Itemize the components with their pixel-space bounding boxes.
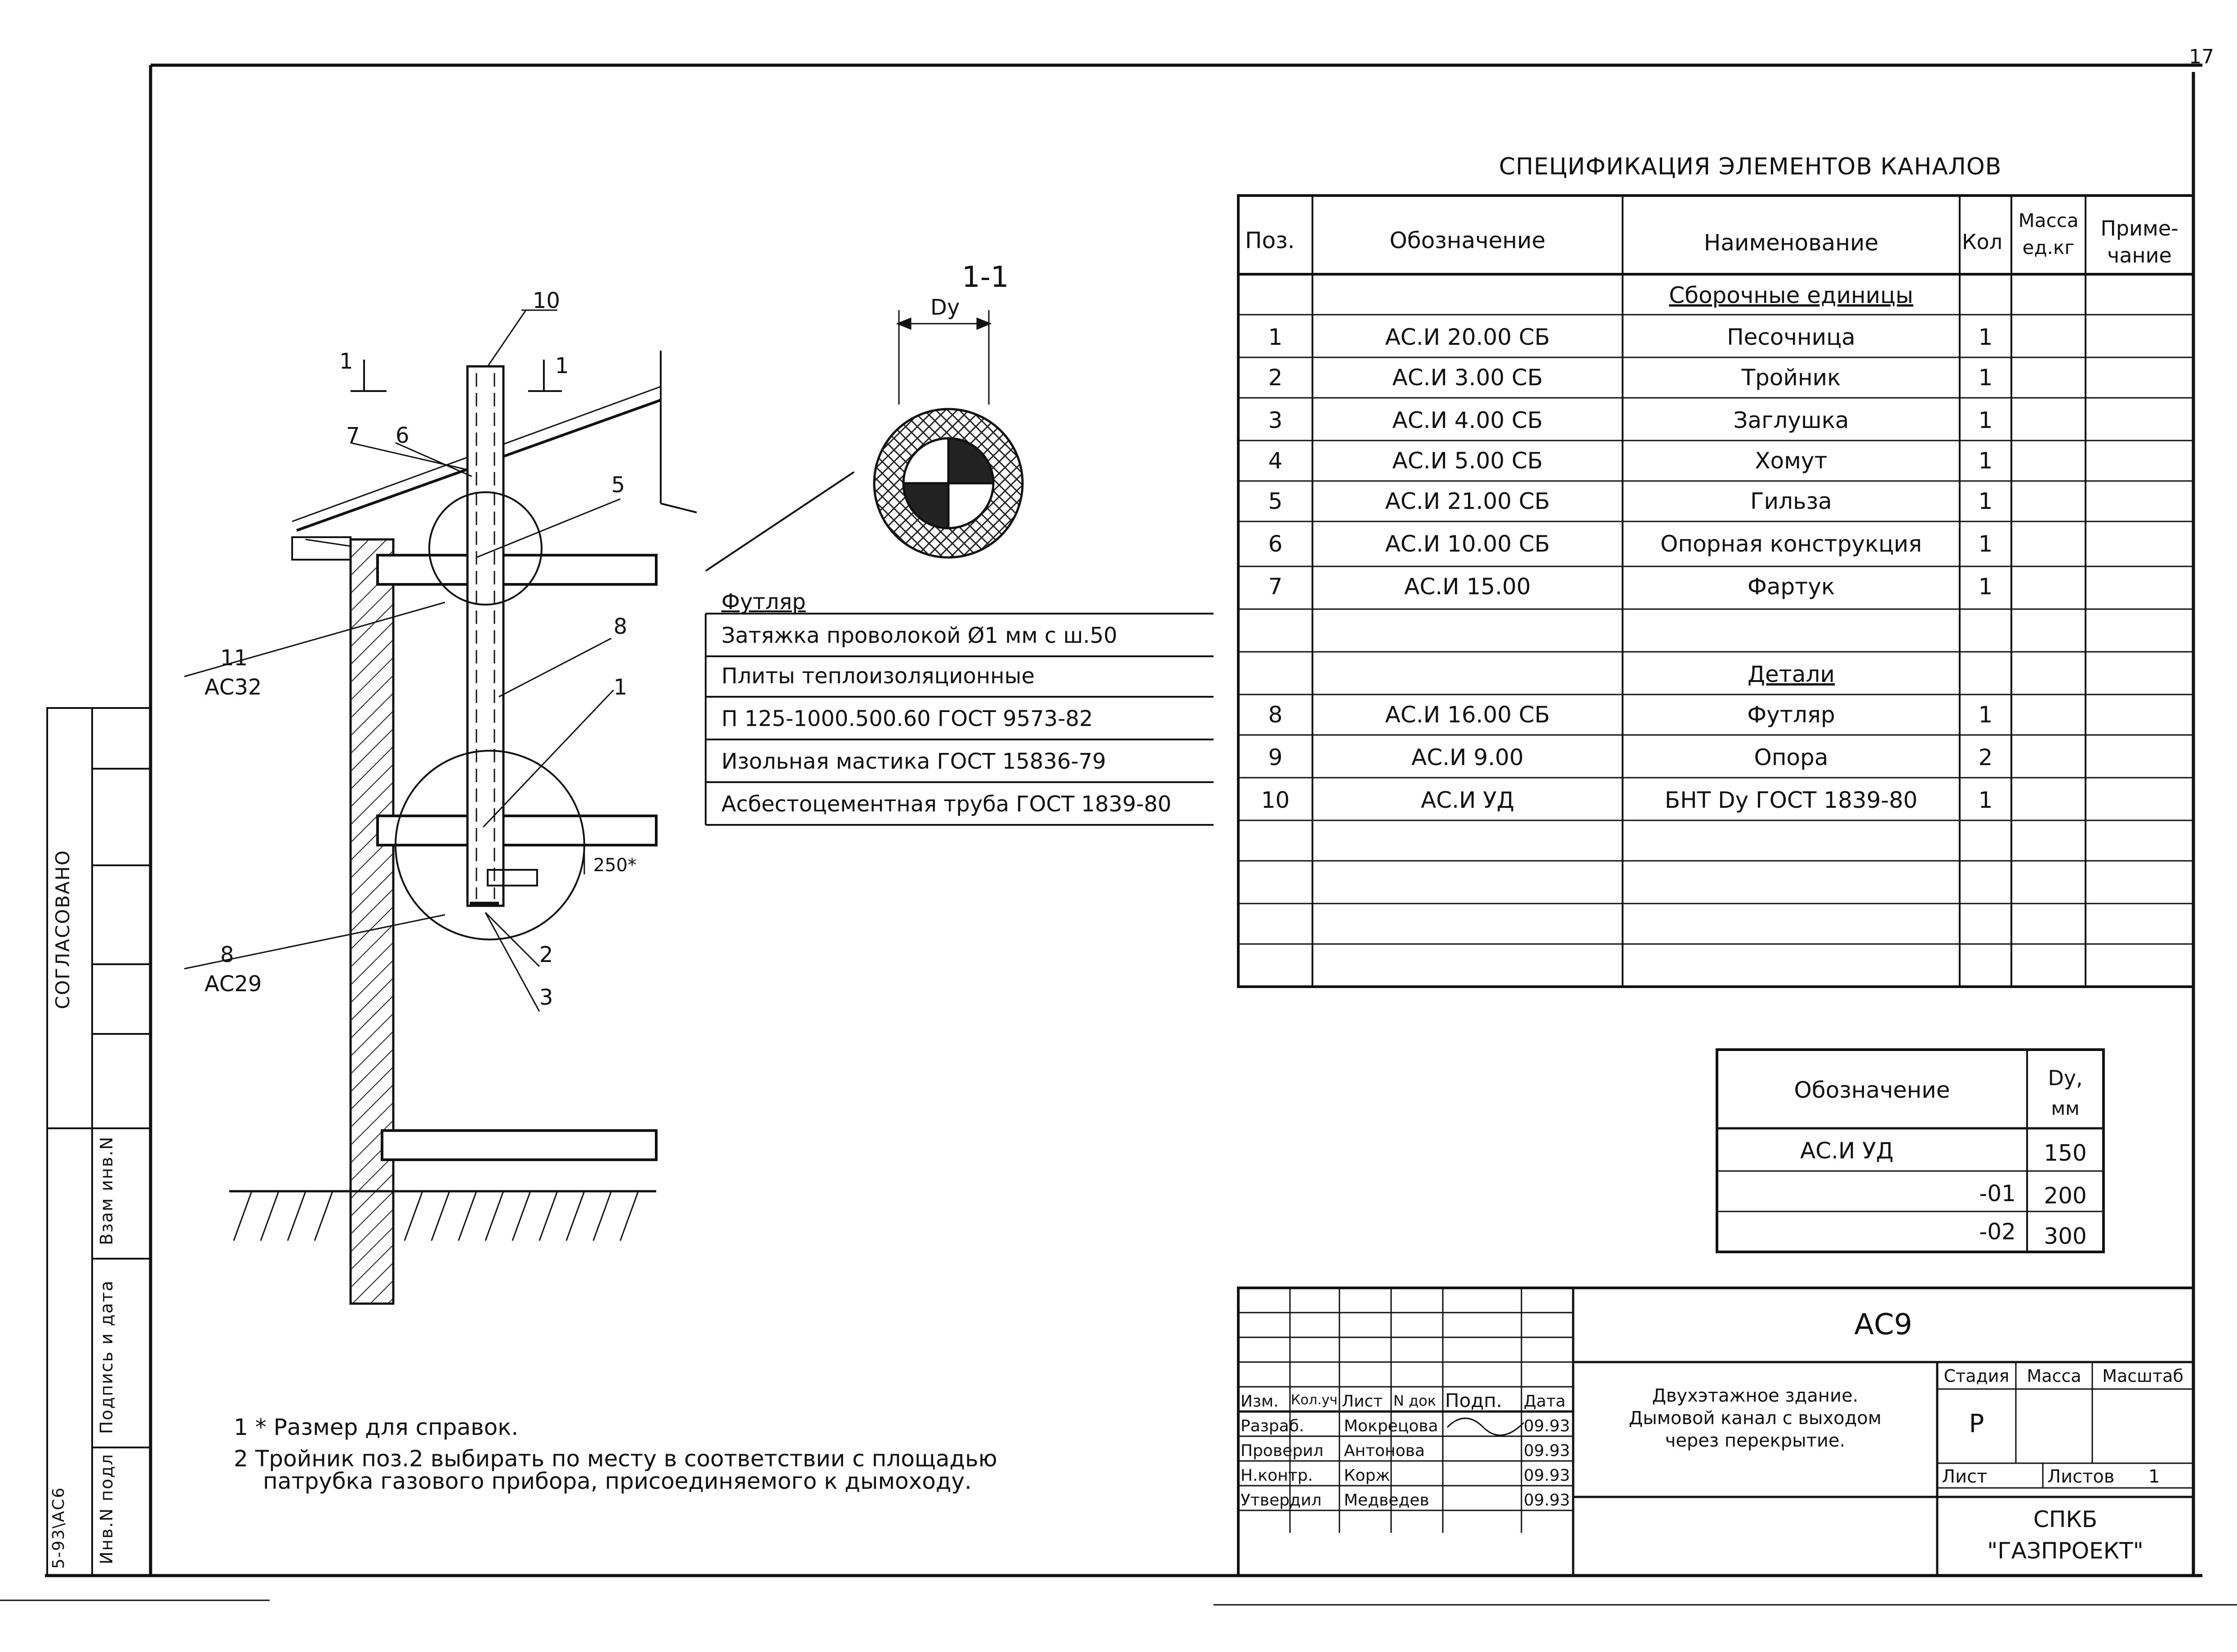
tb-col-sign: Подп. xyxy=(1445,1389,1503,1412)
spec-header-designation: Обозначение xyxy=(1389,227,1546,254)
callout-6: 6 xyxy=(396,423,409,448)
spec-row-name: Песочница xyxy=(1727,324,1855,350)
title-line-3: через перекрытие. xyxy=(1665,1430,1846,1451)
spec-row-pos: 1 xyxy=(1268,324,1283,350)
spec-row-designation: АС.И 10.00 СБ xyxy=(1385,531,1550,557)
section-label: 1-1 xyxy=(962,261,1009,294)
callout-7: 7 xyxy=(346,423,360,448)
callout-ref-8-sheet: АС29 xyxy=(205,971,262,997)
spec-row-qty: 1 xyxy=(1978,448,1993,474)
spec-row-pos: 6 xyxy=(1268,531,1283,557)
spec-row-pos: 3 xyxy=(1268,407,1283,433)
dy-row-2-value: 200 xyxy=(2044,1183,2087,1209)
dimension-250: 250* xyxy=(593,855,637,876)
spec-row-qty: 1 xyxy=(1978,702,1993,728)
spec-section-assembly: Сборочные единицы xyxy=(1669,282,1913,308)
note-1: 1 * Размер для справок. xyxy=(234,1414,519,1440)
spec-row-qty: 1 xyxy=(1978,324,1993,350)
dy-header-dy: Dy, xyxy=(2048,1066,2083,1090)
dy-header-unit: мм xyxy=(2051,1097,2080,1119)
dy-row-3-designation: -02 xyxy=(1979,1219,2016,1245)
spec-title: СПЕЦИФИКАЦИЯ ЭЛЕМЕНТОВ КАНАЛОВ xyxy=(1499,153,2002,180)
note-2-continued: патрубка газового прибора, присоединяемого к дымоходу. xyxy=(263,1468,972,1494)
callout-2: 2 xyxy=(539,942,553,967)
tb-col-sheet: Лист xyxy=(1342,1392,1383,1411)
title-line-2: Дымовой канал с выходом xyxy=(1628,1408,1882,1429)
tb-scale-label: Масштаб xyxy=(2102,1366,2184,1386)
dy-row-2-designation: -01 xyxy=(1979,1180,2016,1207)
spec-row-name: Хомут xyxy=(1755,448,1828,474)
section-1-1 xyxy=(874,310,1023,557)
note-2: 2 Тройник поз.2 выбирать по месту в соответствии с площадью xyxy=(234,1446,997,1472)
spec-row-qty: 2 xyxy=(1978,744,1993,770)
tb-col-docno: N док xyxy=(1393,1392,1436,1409)
spec-header-pos: Поз. xyxy=(1245,227,1295,254)
dy-row-1-designation: АС.И УД xyxy=(1800,1138,1894,1164)
spec-header-note-2: чание xyxy=(2107,243,2172,267)
tb-date-checker: 09.93 xyxy=(1524,1442,1570,1460)
spec-row-designation: АС.И 21.00 СБ xyxy=(1385,488,1550,514)
spec-row-name: Фартук xyxy=(1747,574,1835,600)
title-doc-number: АС9 xyxy=(1854,1308,1912,1341)
tb-role-developer: Разраб. xyxy=(1241,1417,1304,1435)
dy-header-designation: Обозначение xyxy=(1794,1077,1950,1103)
margin-doc-code: 5-93\АС6 xyxy=(49,1487,68,1569)
spec-row-designation: АС.И 15.00 xyxy=(1404,574,1531,600)
spec-row-pos: 8 xyxy=(1268,702,1283,728)
spec-header-qty: Кол xyxy=(1962,230,2003,254)
tb-role-approver: Утвердил xyxy=(1241,1491,1322,1510)
margin-agreed: СОГЛАСОВАНО xyxy=(52,850,74,1009)
spec-row-pos: 4 xyxy=(1268,448,1283,474)
spec-row-designation: АС.И УД xyxy=(1421,787,1514,813)
tb-org-line-2: "ГАЗПРОЕКТ" xyxy=(1987,1538,2144,1564)
margin-inv-replace: Взам инв.N xyxy=(97,1136,116,1245)
legend-line-1: Затяжка проволокой Ø1 мм с ш.50 xyxy=(721,623,1117,648)
spec-row-qty: 1 xyxy=(1978,531,1993,557)
spec-row-designation: АС.И 5.00 СБ xyxy=(1392,448,1543,474)
spec-row-designation: АС.И 9.00 xyxy=(1411,744,1524,770)
callout-ref-11-sheet: АС32 xyxy=(205,675,262,700)
tb-col-date: Дата xyxy=(1524,1392,1566,1411)
spec-header-name: Наименование xyxy=(1703,230,1879,256)
tb-sheets-label: Листов xyxy=(2047,1466,2115,1487)
spec-row-qty: 1 xyxy=(1978,365,1993,391)
spec-row-name: Тройник xyxy=(1741,365,1841,391)
tb-org-line-1: СПКБ xyxy=(2033,1506,2098,1532)
spec-row-designation: АС.И 3.00 СБ xyxy=(1392,365,1543,391)
tb-date-norm-control: 09.93 xyxy=(1524,1466,1570,1485)
tb-stage-value: Р xyxy=(1969,1409,1984,1438)
tb-role-norm-control: Н.контр. xyxy=(1241,1466,1313,1485)
legend-line-3: П 125-1000.500.60 ГОСТ 9573-82 xyxy=(721,706,1093,731)
tb-stage-label: Стадия xyxy=(1943,1366,2010,1386)
spec-row-designation: АС.И 16.00 СБ xyxy=(1385,702,1550,728)
tb-name-norm-control: Корж xyxy=(1344,1466,1390,1485)
callout-ref-8: 8 xyxy=(220,942,234,967)
tb-sheet-label: Лист xyxy=(1942,1466,1988,1487)
callout-section-1a: 1 xyxy=(339,349,353,374)
building-section xyxy=(184,310,697,1304)
legend-title: Футляр xyxy=(721,589,806,614)
callout-5: 5 xyxy=(611,472,625,498)
spec-header-mass-unit: ед.кг xyxy=(2022,236,2075,258)
callout-1: 1 xyxy=(614,675,627,700)
spec-row-qty: 1 xyxy=(1978,488,1993,514)
callout-8: 8 xyxy=(614,614,627,639)
spec-section-details: Детали xyxy=(1747,661,1835,687)
callout-section-1b: 1 xyxy=(555,353,569,378)
spec-row-pos: 7 xyxy=(1268,574,1283,600)
tb-date-developer: 09.93 xyxy=(1524,1417,1570,1435)
dy-row-3-value: 300 xyxy=(2044,1223,2087,1249)
margin-sign-date: Подпись и дата xyxy=(97,1280,116,1434)
legend-line-4: Изольная мастика ГОСТ 15836-79 xyxy=(721,749,1106,774)
spec-row-name: Футляр xyxy=(1747,702,1835,728)
spec-row-pos: 5 xyxy=(1268,488,1283,514)
spec-row-pos: 9 xyxy=(1268,744,1283,770)
tb-name-approver: Медведев xyxy=(1344,1491,1429,1510)
spec-row-name: Опора xyxy=(1754,744,1828,770)
tb-col-change: Изм. xyxy=(1241,1392,1279,1411)
title-line-1: Двухэтажное здание. xyxy=(1652,1385,1859,1406)
spec-row-name: Опорная конструкция xyxy=(1660,531,1922,557)
spec-row-name: БНТ Dy ГОСТ 1839-80 xyxy=(1664,787,1918,813)
spec-row-pos: 2 xyxy=(1268,365,1283,391)
tb-name-checker: Антонова xyxy=(1344,1442,1425,1460)
dy-row-1-value: 150 xyxy=(2044,1140,2087,1166)
spec-row-name: Гильза xyxy=(1750,488,1832,514)
legend-line-5: Асбестоцементная труба ГОСТ 1839-80 xyxy=(721,792,1172,817)
spec-row-qty: 1 xyxy=(1978,787,1993,813)
callout-ref-11: 11 xyxy=(220,646,248,671)
tb-date-approver: 09.93 xyxy=(1524,1491,1570,1510)
page-corner-number: 17 xyxy=(2189,45,2214,68)
section-dy-label: Dy xyxy=(930,295,960,320)
tb-col-count: Кол.уч xyxy=(1291,1392,1338,1408)
tb-role-checker: Проверил xyxy=(1241,1442,1324,1460)
spec-header-mass: Масса xyxy=(2018,209,2079,232)
tb-name-developer: Мокрецова xyxy=(1344,1417,1438,1435)
spec-row-name: Заглушка xyxy=(1733,407,1849,433)
spec-row-qty: 1 xyxy=(1978,407,1993,433)
spec-row-designation: АС.И 20.00 СБ xyxy=(1385,324,1550,350)
spec-row-pos: 10 xyxy=(1261,787,1290,813)
tb-sheets-value: 1 xyxy=(2148,1466,2160,1487)
spec-row-designation: АС.И 4.00 СБ xyxy=(1392,407,1543,433)
callout-10: 10 xyxy=(533,288,560,313)
spec-row-qty: 1 xyxy=(1978,574,1993,600)
tb-mass-label: Масса xyxy=(2027,1366,2081,1386)
spec-header-note: Приме- xyxy=(2100,216,2179,240)
callout-3: 3 xyxy=(539,985,553,1010)
margin-inv-orig: Инв.N подл xyxy=(97,1453,116,1564)
legend-line-2: Плиты теплоизоляционные xyxy=(721,663,1035,689)
